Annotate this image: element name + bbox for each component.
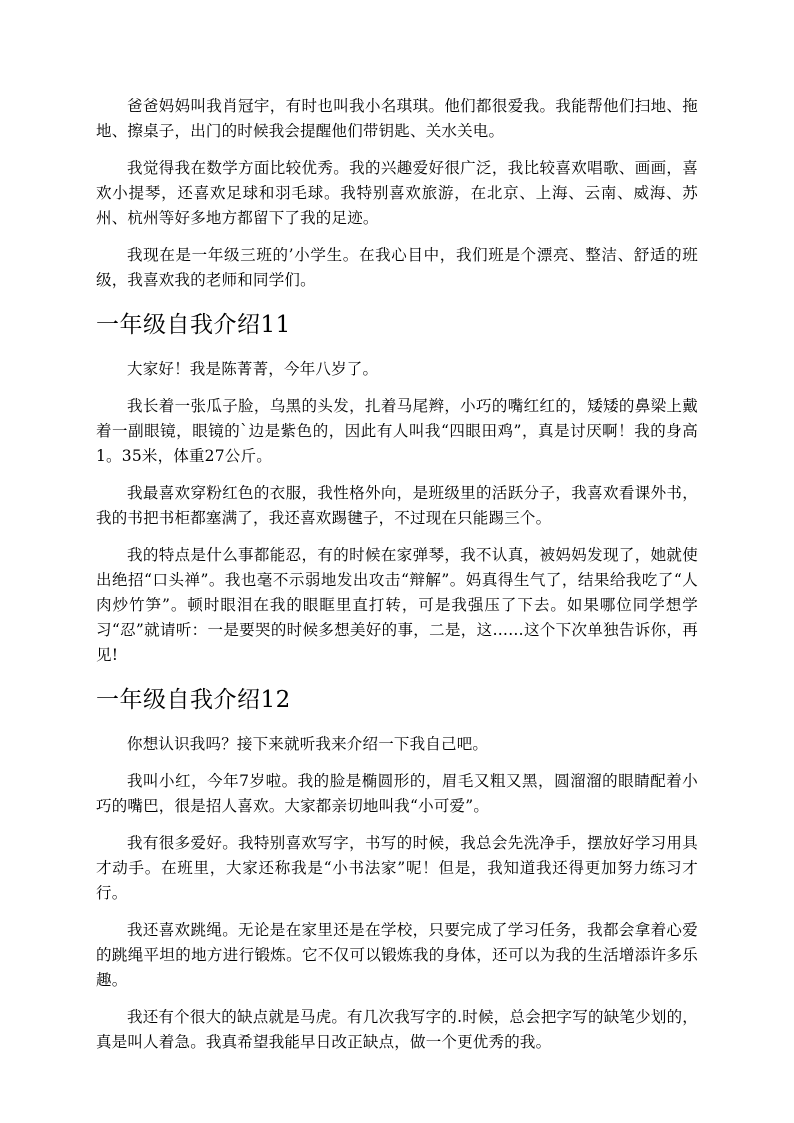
paragraph: 我还有个很大的缺点就是马虎。有几次我写字的.时候，总会把字写的缺笔少划的，真是叫人着急。我真希望我能早日改正缺点，做一个更优秀的我。 [96, 1008, 698, 1051]
paragraph: 我的特点是什么事都能忍，有的时候在家弹琴，我不认真，被妈妈发现了，她就使出绝招“口头禅”。我也毫不示弱地发出攻击“辩解”。妈真得生气了，结果给我吃了“人肉炒竹笋”。顿时眼泪在我的眼眶里直打转，可是我强压了下去。如果哪位同学想学习“忍”就请听：一是要哭的时候多想美好的事，二是，这……这个下次单独告诉你，再见! [96, 546, 698, 664]
paragraph: 我最喜欢穿粉红色的衣服，我性格外向，是班级里的活跃分子，我喜欢看课外书，我的书把书柜都塞满了，我还喜欢踢毽子，不过现在只能踢三个。 [96, 484, 698, 527]
paragraph: 我觉得我在数学方面比较优秀。我的兴趣爱好很广泛，我比较喜欢唱歌、画画，喜欢小提琴，还喜欢足球和羽毛球。我特别喜欢旅游，在北京、上海、云南、威海、苏州、杭州等好多地方都留下了我的足迹。 [96, 159, 698, 227]
paragraph: 我现在是一年级三班的’小学生。在我心目中，我们班是个漂亮、整洁、舒适的班级，我喜欢我的老师和同学们。 [96, 246, 698, 289]
paragraph: 你想认识我吗？接下来就听我来介绍一下我自己吧。 [127, 735, 489, 753]
section-heading: 一年级自我介绍11 [96, 312, 291, 338]
paragraph: 我长着一张瓜子脸，乌黑的头发，扎着马尾辫，小巧的嘴红红的，矮矮的鼻梁上戴着一副眼镜，眼镜的`边是紫色的，因此有人叫我“四眼田鸡”，真是讨厌啊！我的身高1。35米，体重27公斤。 [96, 397, 698, 465]
paragraph: 爸爸妈妈叫我肖冠宇，有时也叫我小名琪琪。他们都很爱我。我能帮他们扫地、拖地、擦桌子，出门的时候我会提醒他们带钥匙、关水关电。 [96, 97, 698, 140]
section-heading: 一年级自我介绍12 [96, 687, 291, 713]
paragraph: 大家好！我是陈菁菁，今年八岁了。 [127, 360, 379, 378]
paragraph: 我还喜欢跳绳。无论是在家里还是在学校，只要完成了学习任务，我都会拿着心爱的跳绳平坦的地方进行锻炼。它不仅可以锻炼我的身体，还可以为我的生活增添许多乐趣。 [96, 921, 698, 989]
paragraph: 我有很多爱好。我特别喜欢写字，书写的时候，我总会先洗净手，摆放好学习用具才动手。在班里，大家还称我是“小书法家”呢！但是，我知道我还得更加努力练习才行。 [96, 834, 698, 902]
document-page [96, 94, 698, 1067]
paragraph: 我叫小红，今年7岁啦。我的脸是椭圆形的，眉毛又粗又黑，圆溜溜的眼睛配着小巧的嘴巴，很是招人喜欢。大家都亲切地叫我“小可爱”。 [96, 772, 698, 815]
